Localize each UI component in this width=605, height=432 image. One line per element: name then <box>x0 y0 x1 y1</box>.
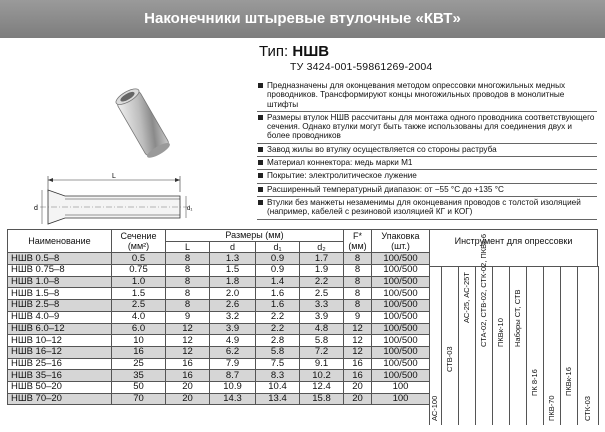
cell-section: 70 <box>112 393 166 405</box>
cell-L: 8 <box>166 300 210 312</box>
cell-f: 12 <box>344 346 372 358</box>
cell-name: НШВ 1.5–8 <box>8 288 112 300</box>
cell-d: 3.9 <box>210 323 256 335</box>
col-pack: Упаковка (шт.) <box>372 230 430 253</box>
tool-label: Наборы СТ, СТВ <box>512 289 522 348</box>
cell-name: НШВ 10–12 <box>8 335 112 347</box>
col-f: F* (мм) <box>344 230 372 253</box>
cell-section: 2.5 <box>112 300 166 312</box>
cell-d1: 2.2 <box>256 323 300 335</box>
tool-divider <box>441 266 442 425</box>
cell-d2: 2.5 <box>300 288 344 300</box>
cell-d1: 1.4 <box>256 276 300 288</box>
table-row <box>8 253 430 265</box>
cell-d1: 1.6 <box>256 288 300 300</box>
table-row <box>8 381 430 393</box>
type-prefix: Тип: <box>259 43 289 60</box>
cell-d2: 4.8 <box>300 323 344 335</box>
cell-d1: 2.8 <box>256 335 300 347</box>
cell-d1: 2.2 <box>256 311 300 323</box>
cell-L: 8 <box>166 253 210 265</box>
tool-divider <box>458 266 459 425</box>
cell-d: 7.9 <box>210 358 256 370</box>
cell-f: 8 <box>344 276 372 288</box>
col-section: Сечение (мм²) <box>112 230 166 253</box>
feature-item: Предназначены для оконцевания методом опрессовки многожильных медных проводников. Трансформируют концы многожильных проводов в монолитные штифты <box>257 80 597 112</box>
cell-d1: 1.6 <box>256 300 300 312</box>
col-sizes: Размеры (мм) <box>166 230 344 242</box>
table-row <box>8 393 430 405</box>
cell-L: 20 <box>166 393 210 405</box>
cell-d: 4.9 <box>210 335 256 347</box>
table-row <box>8 288 430 300</box>
cell-d1: 0.9 <box>256 253 300 265</box>
cell-d1: 8.3 <box>256 370 300 382</box>
cell-pack: 100/500 <box>372 323 430 335</box>
tool-label: АС-25, АС-25Т <box>461 272 471 323</box>
cell-f: 12 <box>344 335 372 347</box>
cell-d: 14.3 <box>210 393 256 405</box>
table-row <box>8 370 430 382</box>
cell-f: 8 <box>344 253 372 265</box>
feature-item: Размеры втулок НШВ рассчитаны для монтажа одного проводника соответствующего сечения. Однако втулки могут быть также использованы для соединения двух и более проводников <box>257 112 597 144</box>
dim-l: L <box>112 173 116 180</box>
table-row <box>8 358 430 370</box>
table-row <box>8 300 430 312</box>
tool-label: ПКВк-16 <box>563 367 573 397</box>
cell-f: 9 <box>344 311 372 323</box>
col-d: d <box>210 241 256 253</box>
tool-divider <box>492 266 493 425</box>
table-row <box>8 265 430 277</box>
cell-section: 0.5 <box>112 253 166 265</box>
tool-divider <box>598 266 599 425</box>
feature-item: Расширенный температурный диапазон: от −55 °С до +135 °С <box>257 184 597 197</box>
page-header <box>0 0 605 38</box>
cell-section: 1.5 <box>112 288 166 300</box>
cell-pack: 100/500 <box>372 358 430 370</box>
cell-d2: 5.8 <box>300 335 344 347</box>
ferrule-drawing <box>20 172 195 227</box>
cell-section: 4.0 <box>112 311 166 323</box>
cell-section: 16 <box>112 346 166 358</box>
col-L: L <box>166 241 210 253</box>
cell-d2: 9.1 <box>300 358 344 370</box>
tool-label: ПК 8-16 <box>529 369 539 397</box>
cell-name: НШВ 16–12 <box>8 346 112 358</box>
tool-label: АС-100 <box>430 395 439 421</box>
cell-pack: 100/500 <box>372 276 430 288</box>
cell-pack: 100/500 <box>372 346 430 358</box>
dim-d: d <box>34 205 38 212</box>
cell-L: 12 <box>166 323 210 335</box>
cell-L: 16 <box>166 358 210 370</box>
cell-f: 12 <box>344 323 372 335</box>
cell-L: 8 <box>166 288 210 300</box>
cell-d2: 12.4 <box>300 381 344 393</box>
feature-item: Втулки без манжеты незаменимы для оконцевания проводов с толстой изоляцией (например, кабелей с резиновой изоляцией КГ и КОГ) <box>257 197 597 220</box>
cell-f: 16 <box>344 370 372 382</box>
cell-d2: 7.2 <box>300 346 344 358</box>
tool-label: СТА-02, СТВ-02, СТК-02, ПКВк-6 <box>478 234 488 348</box>
tool-divider <box>475 266 476 425</box>
cell-name: НШВ 1.0–8 <box>8 276 112 288</box>
tool-divider <box>526 266 527 425</box>
cell-name: НШВ 2.5–8 <box>8 300 112 312</box>
cell-d2: 1.7 <box>300 253 344 265</box>
cell-f: 16 <box>344 358 372 370</box>
cell-name: НШВ 6.0–12 <box>8 323 112 335</box>
cell-d: 8.7 <box>210 370 256 382</box>
tool-label: ПКВк-10 <box>495 318 505 348</box>
col-d1: d₁ <box>256 241 300 253</box>
cell-L: 12 <box>166 346 210 358</box>
page-title: Наконечники штыревые втулочные «КВТ» <box>144 10 461 27</box>
cell-pack: 100/500 <box>372 288 430 300</box>
cell-d1: 5.8 <box>256 346 300 358</box>
cell-section: 6.0 <box>112 323 166 335</box>
dim-d1: d₁ <box>187 206 193 212</box>
feature-list <box>257 80 597 220</box>
table-row <box>8 335 430 347</box>
tool-divider <box>543 266 544 425</box>
cell-d: 6.2 <box>210 346 256 358</box>
tools-title-text: Инструмент для опрессовки <box>454 236 573 246</box>
cell-name: НШВ 4.0–9 <box>8 311 112 323</box>
spec-table <box>7 229 430 405</box>
cell-d1: 0.9 <box>256 265 300 277</box>
cell-pack: 100 <box>372 393 430 405</box>
cell-L: 8 <box>166 276 210 288</box>
cell-pack: 100/500 <box>372 265 430 277</box>
tool-label: ПКВ-70 <box>546 394 556 421</box>
cell-d1: 13.4 <box>256 393 300 405</box>
feature-item: Покрытие: электролитическое лужение <box>257 170 597 183</box>
table-row <box>8 276 430 288</box>
cell-section: 50 <box>112 381 166 393</box>
cell-d: 2.0 <box>210 288 256 300</box>
type-code: НШВ <box>292 43 330 60</box>
tools-panel <box>429 229 598 425</box>
cell-section: 35 <box>112 370 166 382</box>
cell-f: 20 <box>344 381 372 393</box>
tool-divider <box>560 266 561 425</box>
cell-pack: 100/500 <box>372 300 430 312</box>
cell-f: 8 <box>344 288 372 300</box>
cell-d2: 10.2 <box>300 370 344 382</box>
ferrule-photo <box>110 82 180 167</box>
cell-L: 16 <box>166 370 210 382</box>
cell-name: НШВ 50–20 <box>8 381 112 393</box>
table-row <box>8 311 430 323</box>
cell-section: 0.75 <box>112 265 166 277</box>
cell-L: 12 <box>166 335 210 347</box>
cell-d1: 10.4 <box>256 381 300 393</box>
cell-d2: 1.9 <box>300 265 344 277</box>
cell-pack: 100/500 <box>372 335 430 347</box>
cell-f: 8 <box>344 265 372 277</box>
cell-pack: 100/500 <box>372 311 430 323</box>
cell-d: 1.5 <box>210 265 256 277</box>
cell-section: 10 <box>112 335 166 347</box>
cell-L: 8 <box>166 265 210 277</box>
cell-pack: 100 <box>372 381 430 393</box>
cell-name: НШВ 0.75–8 <box>8 265 112 277</box>
tools-title <box>429 229 598 267</box>
cell-d2: 15.8 <box>300 393 344 405</box>
tu-standard: ТУ 3424-001-59861269-2004 <box>290 61 433 73</box>
cell-pack: 100/500 <box>372 370 430 382</box>
cell-name: НШВ 0.5–8 <box>8 253 112 265</box>
cell-name: НШВ 35–16 <box>8 370 112 382</box>
cell-name: НШВ 70–20 <box>8 393 112 405</box>
cell-d2: 2.2 <box>300 276 344 288</box>
cell-L: 9 <box>166 311 210 323</box>
cell-L: 20 <box>166 381 210 393</box>
product-type <box>259 43 329 60</box>
cell-pack: 100/500 <box>372 253 430 265</box>
tool-divider <box>509 266 510 425</box>
cell-name: НШВ 25–16 <box>8 358 112 370</box>
tool-label: СТК-03 <box>582 395 592 421</box>
cell-d: 2.6 <box>210 300 256 312</box>
cell-f: 20 <box>344 393 372 405</box>
col-name: Наименование <box>8 230 112 253</box>
cell-d2: 3.3 <box>300 300 344 312</box>
cell-d2: 3.9 <box>300 311 344 323</box>
cell-f: 8 <box>344 300 372 312</box>
cell-d: 1.3 <box>210 253 256 265</box>
col-d2: d₂ <box>300 241 344 253</box>
cell-section: 1.0 <box>112 276 166 288</box>
cell-d: 1.8 <box>210 276 256 288</box>
table-row <box>8 323 430 335</box>
cell-d: 10.9 <box>210 381 256 393</box>
cell-section: 25 <box>112 358 166 370</box>
tool-label: СТВ-03 <box>444 346 454 372</box>
table-row <box>8 346 430 358</box>
cell-d: 3.2 <box>210 311 256 323</box>
feature-item: Материал коннектора: медь марки М1 <box>257 157 597 170</box>
tool-divider <box>577 266 578 425</box>
feature-item: Завод жилы во втулку осуществляется со стороны раструба <box>257 144 597 157</box>
cell-d1: 7.5 <box>256 358 300 370</box>
